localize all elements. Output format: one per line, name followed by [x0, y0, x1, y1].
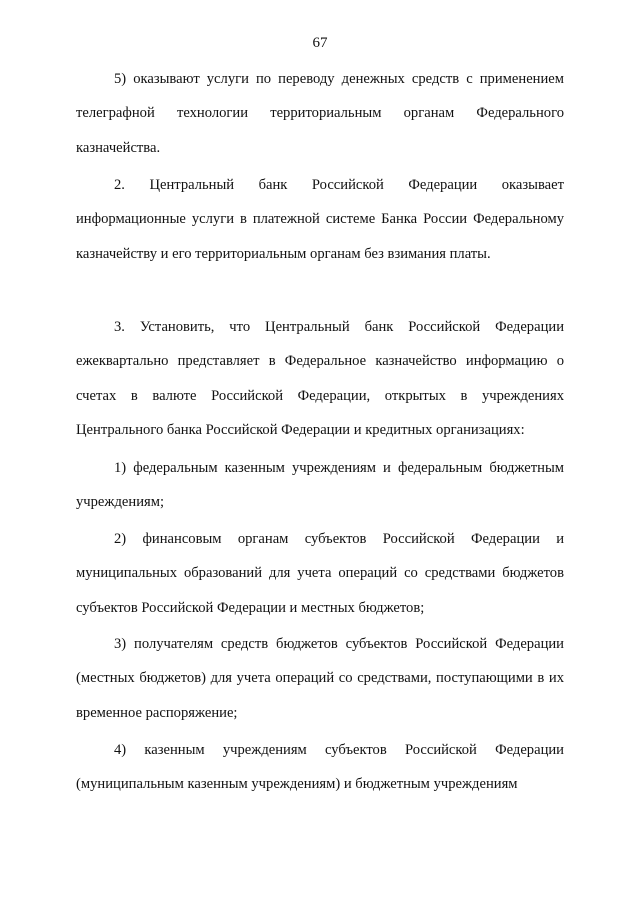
paragraph-7: 4) казенным учреждениям субъектов Российской Федерации (муниципальным казенным учреждениям) и бюджетным учреждениям — [76, 742, 564, 793]
paragraph-1: 5) оказывают услуги по переводу денежных средств с применением телеграфной технологии территориальным органам Федерального казначейства. — [76, 71, 564, 156]
paragraph-2: 2. Центральный банк Российской Федерации оказывает информационные услуги в платежной системе Банка России Федеральному казначейству и его территориальным органам без взимания платы. — [76, 177, 564, 262]
paragraph-4: 1) федеральным казенным учреждениям и федеральным бюджетным учреждениям; — [76, 460, 564, 511]
page-number: 67 — [312, 35, 328, 51]
paragraph-6: 3) получателям средств бюджетов субъектов Российской Федерации (местных бюджетов) для учета операций со средствами, поступающими в их временное распоряжение; — [76, 636, 564, 721]
paragraph-5: 2) финансовым органам субъектов Российской Федерации и муниципальных образований для учета операций со средствами бюджетов субъектов Российской Федерации и местных бюджетов; — [76, 531, 564, 616]
paragraph-3: 3. Установить, что Центральный банк Российской Федерации ежеквартально представляет в Федеральное казначейство информацию о счетах в валюте Российской Федерации, открытых в учреждениях Центрального банка Российской Федерации и кредитных организациях: — [76, 319, 564, 438]
